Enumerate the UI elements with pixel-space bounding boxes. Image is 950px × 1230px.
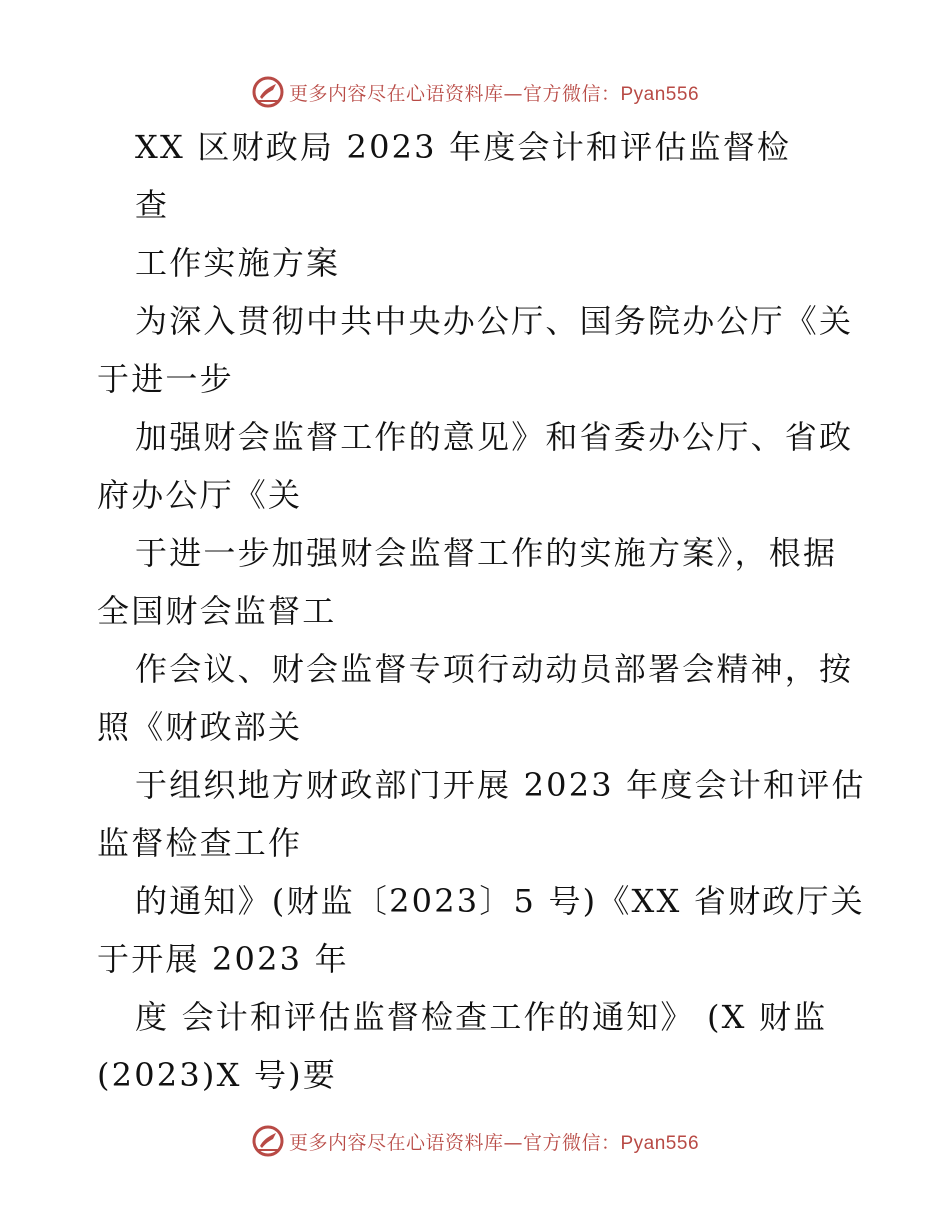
doc-subtitle-line: 工作实施方案 bbox=[135, 244, 341, 282]
doc-title-line: XX 区财政局 2023 年度会计和评估监督检 bbox=[135, 128, 792, 166]
doc-title-line: 查 bbox=[135, 186, 170, 224]
doc-paragraph-line: 于开展 2023 年 bbox=[97, 940, 349, 978]
doc-paragraph-line: 度 会计和评估监督检查工作的通知》 (X 财监 bbox=[135, 998, 828, 1036]
watermark-text: 更多内容尽在心语资料库—官方微信：Pyan556 bbox=[288, 82, 700, 105]
doc-paragraph-line: 加强财会监督工作的意见》和省委办公厅、省政 bbox=[135, 418, 854, 456]
book-pen-logo-icon bbox=[251, 1124, 285, 1158]
doc-paragraph-line: (2023)X 号)要 bbox=[97, 1056, 338, 1094]
doc-paragraph-line: 的通知》(财监〔2023〕5 号)《XX 省财政厅关 bbox=[135, 882, 865, 920]
doc-paragraph-line: 于进一步 bbox=[97, 360, 234, 398]
footer-watermark bbox=[0, 1121, 950, 1161]
watermark-handle: Pyan556 bbox=[620, 1132, 700, 1154]
doc-paragraph-line: 于进一步加强财会监督工作的实施方案》，根据 bbox=[135, 534, 838, 572]
doc-paragraph-line: 全国财会监督工 bbox=[97, 592, 337, 630]
doc-paragraph-line: 照《财政部关 bbox=[97, 708, 303, 746]
doc-paragraph-line: 为深入贯彻中共中央办公厅、国务院办公厅《关 bbox=[135, 302, 854, 340]
watermark-handle: Pyan556 bbox=[620, 83, 700, 105]
doc-paragraph-line: 府办公厅《关 bbox=[97, 476, 303, 514]
doc-paragraph-line: 于组织地方财政部门开展 2023 年度会计和评估 bbox=[135, 766, 866, 804]
watermark-text: 更多内容尽在心语资料库—官方微信：Pyan556 bbox=[288, 1131, 700, 1154]
doc-paragraph-line: 监督检查工作 bbox=[97, 824, 303, 862]
doc-paragraph-line: 作会议、财会监督专项行动动员部署会精神，按 bbox=[135, 650, 854, 688]
